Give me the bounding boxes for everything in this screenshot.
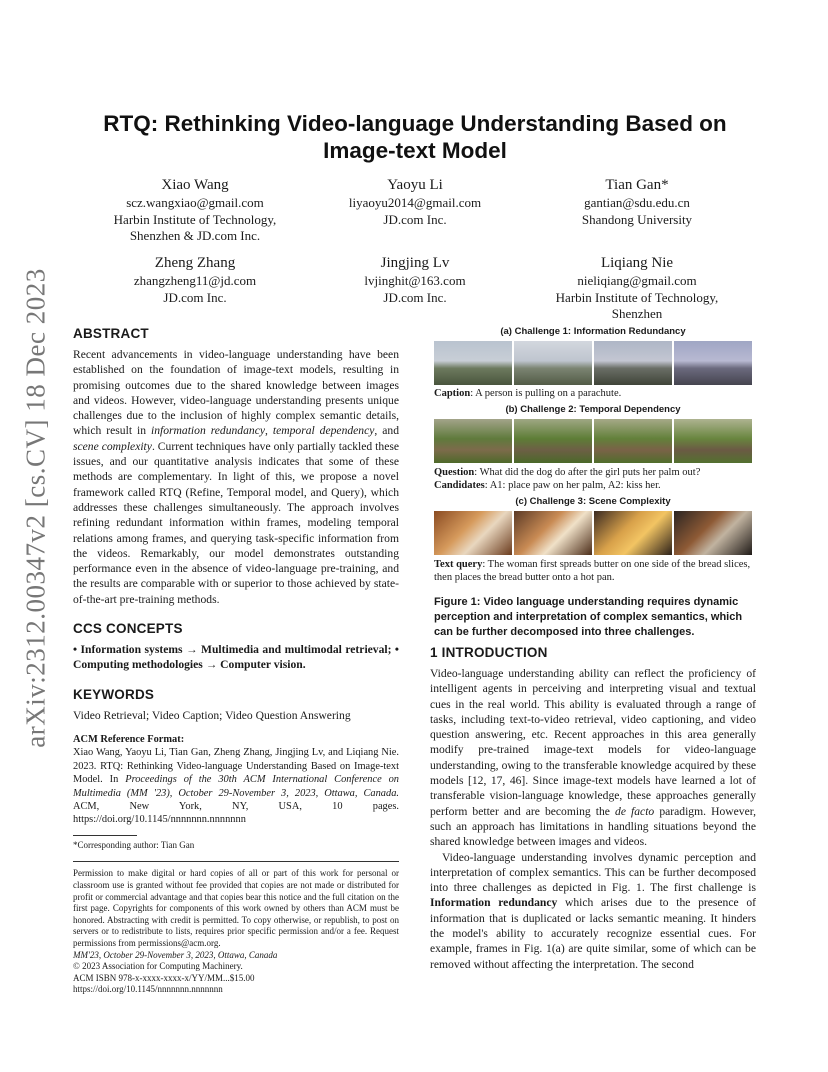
abstract-text: Recent advancements in video-language understanding have been established on the foundation of image-text models, resulting in promising outcomes due to the shared knowledge between images and videos. However, video-language understanding presents unique challenges due to the inclusion of highly complex semantic details, which result in information redundancy, temporal dependency, and scene complexity. Current techniques have only partially tackled these issues, and our quantitative analysis indicates that some of these methods are complementary. In light of this, we propose a novel framework called RTQ (Refine, Temporal model, and Query), which addresses these challenges simultaneously. The approach involves refining redundant information within frames, modeling temporal relations among frames, and querying task-specific information from the videos. Remarkably, our model demonstrates outstanding performance even in the absence of video-language pre-training, and the results are comparable with or superior to those achieved by state-of-the-art pre-training methods. [73, 348, 400, 606]
figure-a-caption: Caption: A person is pulling on a parachute. [434, 388, 622, 399]
video-frame [514, 419, 592, 463]
author-block [305, 253, 525, 306]
author-email: zhangzheng11@jd.com [133, 273, 257, 288]
figure-b-question: Question: What did the dog do after the girl puts her palm out? [434, 466, 701, 478]
figure-b-title: (b) Challenge 2: Temporal Dependency [505, 403, 681, 415]
arxiv-side-label: arXiv:2312.00347v2 [cs.CV] 18 Dec 2023 [20, 268, 51, 748]
permission-block [73, 868, 399, 996]
title-line-2: Image-text Model [323, 138, 507, 163]
figure-1 [434, 326, 756, 640]
author-affiliation: JD.com Inc. [383, 211, 447, 227]
author-name: Yaoyu Li [387, 177, 443, 193]
author-name: Xiao Wang [161, 177, 229, 193]
figure-c-title: (c) Challenge 3: Scene Complexity [515, 495, 671, 507]
figure-b-frames [434, 419, 752, 463]
acm-reference: ACM Reference Format: Xiao Wang, Yaoyu Li, Tian Gan, Zheng Zhang, Jingjing Lv, and Liqiang Nie. 2023. RTQ: Rethinking Video-language Understanding Based on Image-text Model. In Proceedings of the 30th ACM International Conference on Multimedia (MM '23), October 29-November 3, 2023, Ottawa, Canada. ACM, New York, NY, USA, 10 pages. https://doi.org/10.1145/nnnnnnn.nnnnnnn [73, 733, 399, 826]
ccs-heading: CCS CONCEPTS [73, 621, 183, 637]
abstract-heading: ABSTRACT [73, 326, 149, 341]
author-email: liyaoyu2014@gmail.com [348, 195, 482, 210]
figure-b-candidates: Candidates: A1: place paw on her palm, A2: kiss her. [434, 480, 661, 491]
author-affiliation: JD.com Inc. [163, 289, 227, 305]
author-affiliation: JD.com Inc. [383, 289, 447, 305]
author-block [527, 175, 747, 228]
author-block [527, 253, 747, 323]
video-frame [434, 341, 512, 385]
permission-doi: https://doi.org/10.1145/nnnnnnn.nnnnnnn [73, 984, 223, 995]
video-frame [594, 341, 672, 385]
video-frame [674, 341, 752, 385]
video-frame [674, 419, 752, 463]
author-name: Zheng Zhang [154, 255, 236, 271]
author-affiliation: Shandong University [581, 211, 693, 227]
author-block [85, 253, 305, 306]
intro-paragraph-1: Video-language understanding ability can reflect the proficiency of intelligent agents in perceiving and interpreting visual and textual cues in the real world. This ability is evaluated through a range of tasks, including text-to-video retrieval, video captioning, and video question answering, etc. Recent approaches in this area generally modify pre-trained image-text models for video-language understanding, owing to the transferable knowledge acquired by these models [12, 17, 46]. Since image-text models have learned a lot of transferable vision-language knowledge, these approaches generally perform better and are becoming the de facto paradigm. However, such an approach has limitations in handling situations beyond the shared knowledge between images and videos. [430, 667, 757, 849]
permission-text: Permission to make digital or hard copies of all or part of this work for personal or classroom use is granted without fee provided that copies are not made or distributed for profit or commercial advantage and that copies bear this notice and the full citation on the first page. Copyrights for components of this work owned by others than ACM must be honored. Abstracting with credit is permitted. To copy otherwise, or republish, to post on servers or to redistribute to lists, requires prior specific permission and/or a fee. Request permissions from permissions@acm.org. [73, 868, 399, 948]
permission-rule [73, 861, 399, 862]
author-affiliation: Harbin Institute of Technology, [113, 211, 277, 227]
author-email: gantian@sdu.edu.cn [584, 195, 690, 210]
author-name: Liqiang Nie [600, 255, 674, 271]
video-frame [594, 419, 672, 463]
author-affiliation: Harbin Institute of Technology, [555, 289, 719, 305]
left-column [73, 326, 399, 996]
permission-isbn: ACM ISBN 978-x-xxxx-xxxx-x/YY/MM...$15.00 [73, 972, 255, 983]
author-email: nieliqiang@gmail.com [577, 273, 697, 288]
author-affiliation: Shenzhen & JD.com Inc. [129, 228, 261, 243]
author-block [305, 175, 525, 228]
keywords-heading: KEYWORDS [73, 686, 155, 702]
video-frame [434, 419, 512, 463]
author-affiliation: Shenzhen [611, 306, 663, 321]
footnote-rule [73, 835, 137, 836]
video-frame [514, 511, 592, 555]
footnote: *Corresponding author: Tian Gan [73, 839, 195, 850]
permission-copyright: © 2023 Association for Computing Machinery. [73, 961, 243, 972]
figure-a-title: (a) Challenge 1: Information Redundancy [500, 326, 686, 337]
title-line-1: RTQ: Rethinking Video-language Understanding Based on [103, 111, 727, 136]
figure-c-query: Text query: The woman first spreads butter on one side of the bread slices, then places the bread butter onto a hot pan. [434, 558, 751, 583]
video-frame [514, 341, 592, 385]
author-name: Tian Gan* [605, 177, 669, 193]
video-frame [434, 511, 512, 555]
video-frame [674, 511, 752, 555]
video-frame [594, 511, 672, 555]
permission-venue: MM'23, October 29-November 3, 2023, Ottawa, Canada [73, 949, 278, 960]
author-name: Jingjing Lv [380, 255, 450, 271]
acm-reference-heading: ACM Reference Format: [73, 733, 185, 745]
figure-caption: Figure 1: Video language understanding requires dynamic perception and interpretation of complex semantics, which can be further decomposed into three challenges. [434, 595, 743, 638]
ccs-text: • Information systems → Multimedia and multimodal retrieval; • Computing methodologies → Computer vision. [73, 643, 399, 672]
author-email: scz.wangxiao@gmail.com [126, 195, 264, 210]
figure-c-frames [434, 511, 752, 555]
author-email: lvjinghit@163.com [364, 273, 466, 288]
intro-paragraph-2: Video-language understanding involves dynamic perception and interpretation of complex semantics. This can be further decomposed into three challenges as depicted in Fig. 1. The first challenge is Information redundancy which arises due to the presence of information that is duplicated or lacks semantic meaning. It hinders the model's ability to accurately recognize essential cues. For example, frames in Fig. 1(a) are quite similar, some of which can be removed without affecting the interpretation. The second [430, 850, 756, 971]
paper-title [80, 110, 750, 164]
keywords-text: Video Retrieval; Video Caption; Video Question Answering [73, 708, 351, 722]
author-block [85, 175, 305, 245]
introduction-heading: 1 INTRODUCTION [430, 645, 548, 660]
figure-a-frames [434, 341, 752, 385]
introduction-section [430, 645, 756, 972]
